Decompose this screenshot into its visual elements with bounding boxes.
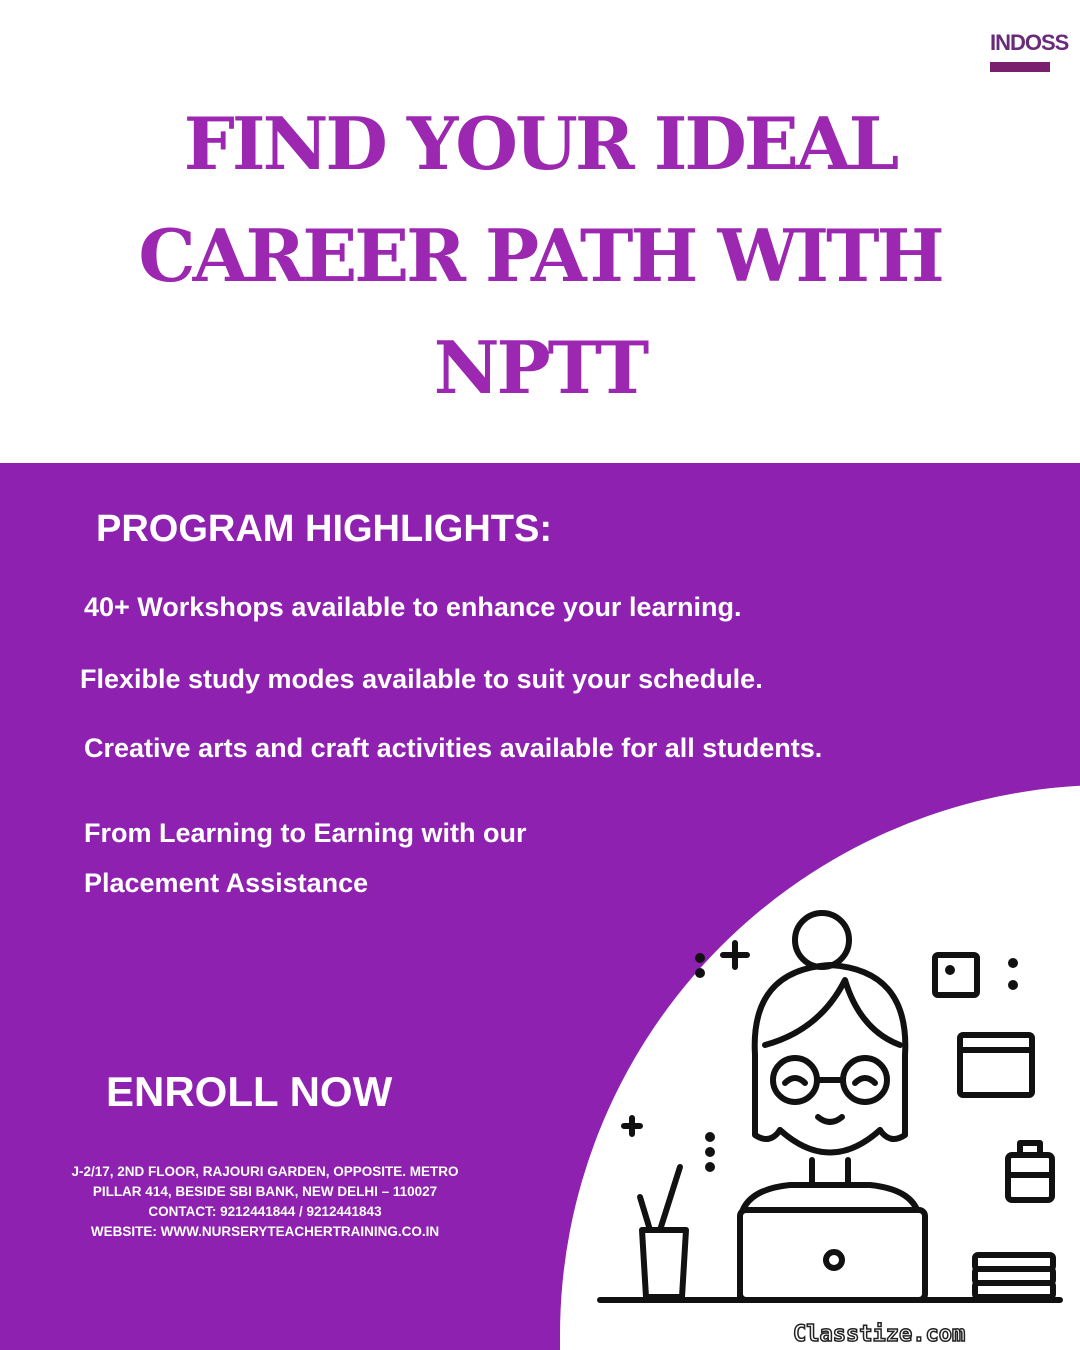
woman-laptop-illustration-icon bbox=[590, 905, 1070, 1325]
highlight-item: 40+ Workshops available to enhance your learning. bbox=[84, 592, 742, 622]
address-line: PILLAR 414, BESIDE SBI BANK, NEW DELHI – 110027 bbox=[92, 1184, 438, 1199]
logo-bar bbox=[990, 62, 1050, 72]
logo-text: INDOSS bbox=[990, 30, 1069, 55]
highlight-item: Creative arts and craft activities available for all students. bbox=[84, 733, 823, 763]
highlights-heading: PROGRAM HIGHLIGHTS: bbox=[96, 508, 552, 550]
phone-line: CONTACT: 9212441844 / 9212441843 bbox=[148, 1204, 382, 1219]
watermark: Classtize.com bbox=[793, 1322, 966, 1347]
highlight-item: Flexible study modes available to suit your schedule. bbox=[80, 664, 763, 694]
headline-line: NPTT bbox=[433, 325, 647, 410]
highlight-item: From Learning to Earning with our bbox=[84, 818, 527, 848]
headline bbox=[40, 88, 1040, 424]
address-line: J-2/17, 2ND FLOOR, RAJOURI GARDEN, OPPOSITE. METRO bbox=[71, 1164, 459, 1179]
contact-info bbox=[40, 1162, 490, 1242]
headline-line: CAREER PATH WITH bbox=[138, 213, 942, 298]
website-line: WEBSITE: WWW.NURSERYTEACHERTRAINING.CO.IN bbox=[90, 1224, 440, 1239]
highlight-item: Placement Assistance bbox=[84, 868, 369, 898]
indoss-logo bbox=[990, 30, 1069, 72]
enroll-now-button[interactable]: ENROLL NOW bbox=[106, 1068, 393, 1115]
headline-line: FIND YOUR IDEAL bbox=[183, 101, 897, 186]
